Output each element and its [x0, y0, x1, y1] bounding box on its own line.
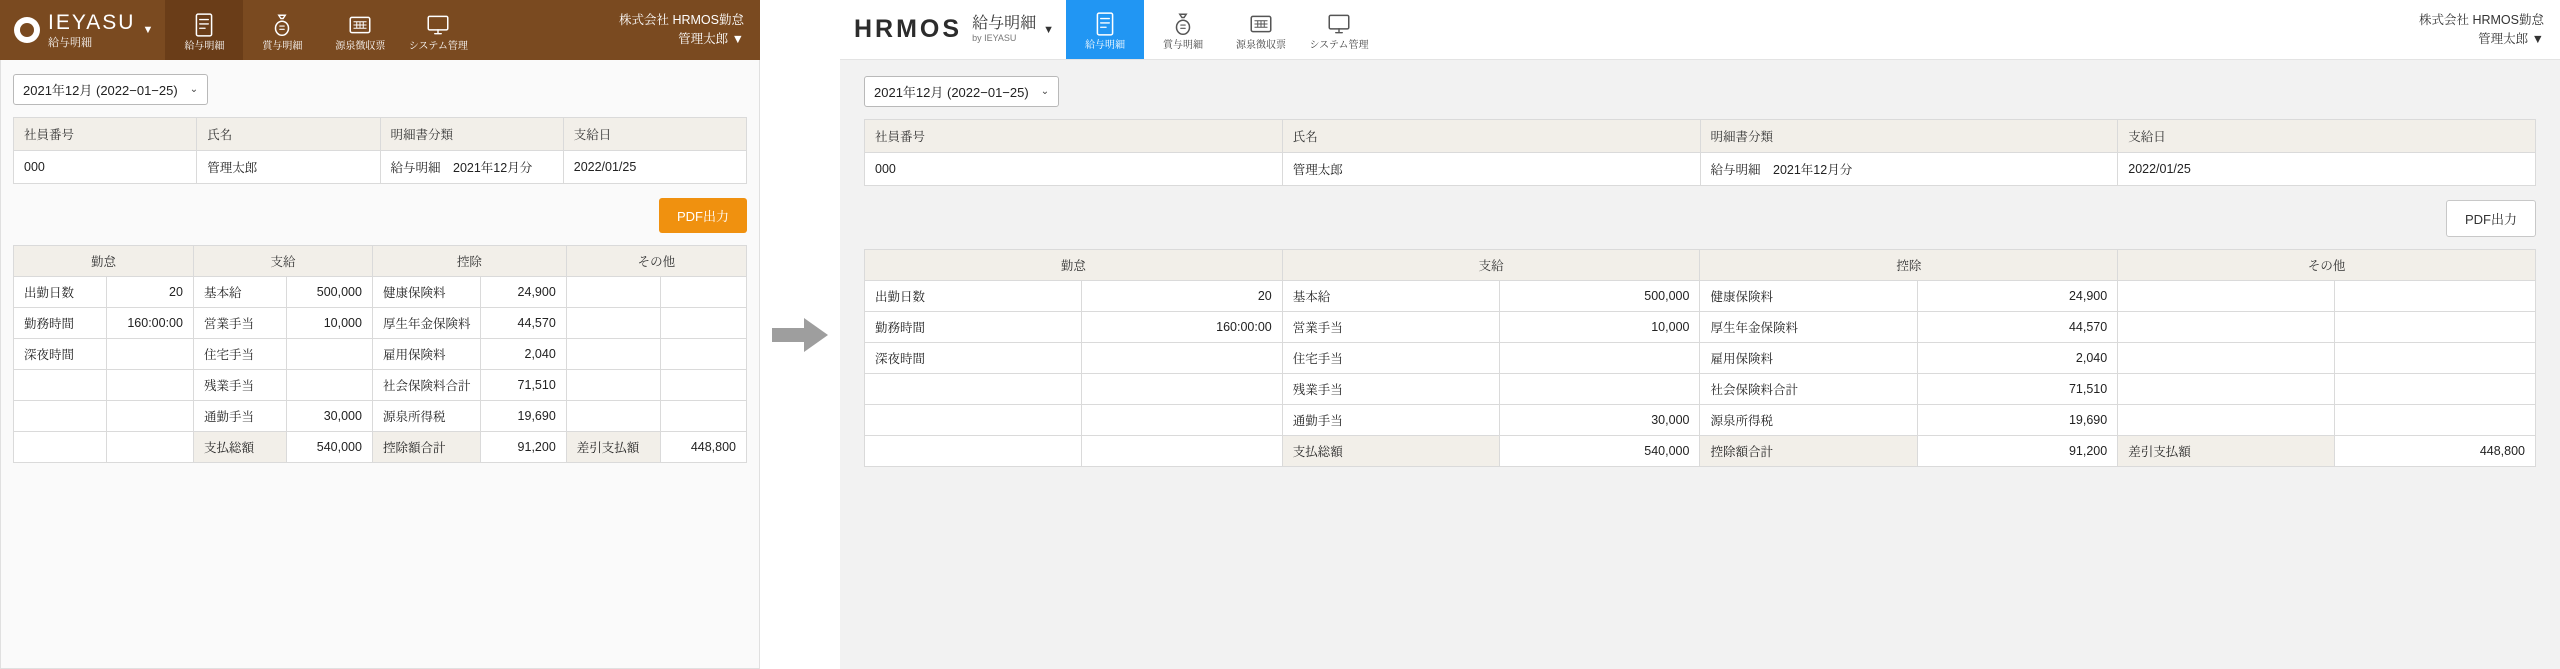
- cell-attendance-value: [107, 432, 194, 463]
- bonus-icon: [269, 12, 295, 38]
- nav-label: 源泉徴収票: [335, 40, 386, 52]
- content-filler: [864, 467, 2536, 527]
- cell-attendance-label: [14, 432, 107, 463]
- arrow-right-icon: [772, 318, 828, 352]
- cell-total-payment-value: 540,000: [287, 432, 373, 463]
- cell-attendance-value: 160:00:00: [107, 308, 194, 339]
- cell-payment-value: 500,000: [287, 277, 373, 308]
- cell-total-deduction-value: 91,200: [1917, 436, 2118, 467]
- table-row: [865, 312, 2536, 343]
- table-row: [14, 151, 747, 184]
- cell-other-label: [566, 370, 660, 401]
- brand-subtitle: 給与明細: [48, 37, 92, 49]
- cell-attendance-value: [107, 370, 194, 401]
- brand-subtitle: 給与明細: [972, 14, 1037, 32]
- brand-left[interactable]: [0, 0, 165, 60]
- cell-payment-label: 通勤手当: [1282, 405, 1499, 436]
- cell-employee-no: 000: [865, 153, 1283, 186]
- cell-payment-label: 住宅手当: [1282, 343, 1499, 374]
- cell-payment-label: 通勤手当: [193, 401, 286, 432]
- employee-table-right: [864, 119, 2536, 186]
- cell-deduction-label: 源泉所得税: [372, 401, 481, 432]
- cell-deduction-label: 健康保険料: [1700, 281, 1917, 312]
- bonus-icon: [1170, 11, 1196, 37]
- nav-label: 給与明細: [184, 40, 225, 52]
- cell-other-label: [566, 308, 660, 339]
- cell-payment-value: 500,000: [1499, 281, 1700, 312]
- nav-item-withholding[interactable]: [321, 0, 399, 60]
- nav-label: システム管理: [1309, 40, 1369, 51]
- brand-right[interactable]: [840, 0, 1066, 59]
- cell-other-value: [2335, 281, 2536, 312]
- cell-other-label: [566, 401, 660, 432]
- app-header-left: [0, 0, 760, 60]
- th-name: 氏名: [1282, 120, 1700, 153]
- cell-attendance-label: 出勤日数: [14, 277, 107, 308]
- chevron-down-icon[interactable]: ▼: [142, 24, 154, 36]
- cell-payment-label: 残業手当: [1282, 374, 1499, 405]
- cell-attendance-value: [1082, 436, 1283, 467]
- table-row: [14, 308, 747, 339]
- cell-total-payment-label: 支払総額: [1282, 436, 1499, 467]
- system-admin-icon: [1326, 11, 1352, 37]
- main-nav-right: [1066, 0, 1378, 59]
- cell-other-value: [660, 277, 746, 308]
- pdf-row-right: [864, 200, 2536, 237]
- employee-table-left: [13, 117, 747, 184]
- user-name: 管理太郎: [2478, 31, 2529, 46]
- cell-attendance-label: 深夜時間: [14, 339, 107, 370]
- content-filler: [13, 463, 747, 523]
- cell-attendance-label: [865, 405, 1082, 436]
- cell-deduction-label: 社会保険料合計: [372, 370, 481, 401]
- cell-net-pay-label: 差引支払額: [566, 432, 660, 463]
- nav-item-system-admin[interactable]: [1300, 0, 1378, 59]
- user-menu-right[interactable]: [2419, 0, 2560, 59]
- cell-other-value: [2335, 374, 2536, 405]
- table-row: [865, 343, 2536, 374]
- period-select-right[interactable]: [864, 76, 1059, 107]
- ieyasu-logo-icon: [14, 17, 40, 43]
- cell-total-deduction-label: 控除額合計: [1700, 436, 1917, 467]
- cell-attendance-value: [1082, 405, 1283, 436]
- cell-other-value: [660, 401, 746, 432]
- cell-payment-label: 営業手当: [1282, 312, 1499, 343]
- cell-other-value: [660, 370, 746, 401]
- nav-item-withholding[interactable]: [1222, 0, 1300, 59]
- nav-label: 賞与明細: [1162, 40, 1203, 51]
- cell-payment-label: 営業手当: [193, 308, 286, 339]
- withholding-icon: [347, 12, 373, 38]
- company-name: 株式会社 HRMOS勤怠: [2418, 12, 2544, 27]
- th-payment-date: 支給日: [2118, 120, 2536, 153]
- cell-deduction-value: 24,900: [1917, 281, 2118, 312]
- cell-payment-label: 住宅手当: [193, 339, 286, 370]
- th-category: 明細書分類: [380, 118, 563, 151]
- table-row: [14, 339, 747, 370]
- cell-other-label: [2118, 343, 2335, 374]
- cell-deduction-label: 社会保険料合計: [1700, 374, 1917, 405]
- user-name: 管理太郎: [678, 32, 729, 46]
- cell-other-value: [2335, 405, 2536, 436]
- cell-attendance-value: [107, 339, 194, 370]
- cell-payment-label: 基本給: [193, 277, 286, 308]
- cell-payment-value: [1499, 374, 1700, 405]
- nav-label: 給与明細: [1084, 40, 1125, 51]
- app-header-right: [840, 0, 2560, 60]
- user-name-row: [2478, 30, 2544, 49]
- th-other: その他: [2118, 250, 2536, 281]
- th-name: 氏名: [197, 118, 380, 151]
- nav-item-bonus[interactable]: [243, 0, 321, 60]
- payslip-icon: [1092, 11, 1118, 37]
- cell-other-value: [660, 308, 746, 339]
- cell-attendance-label: 勤務時間: [865, 312, 1082, 343]
- detail-header-row: [14, 246, 747, 277]
- header-spacer: [477, 0, 619, 60]
- brand-name: HRMOS: [854, 14, 963, 43]
- nav-label: システム管理: [408, 40, 468, 52]
- table-row: [865, 374, 2536, 405]
- th-payment: 支給: [1282, 250, 1700, 281]
- cell-attendance-value: [1082, 374, 1283, 405]
- cell-payment-value: 10,000: [1499, 312, 1700, 343]
- cell-other-label: [2118, 374, 2335, 405]
- th-other: その他: [566, 246, 746, 277]
- cell-attendance-label: [14, 401, 107, 432]
- cell-payment-date: 2022/01/25: [563, 151, 746, 184]
- table-row: [865, 153, 2536, 186]
- nav-item-payslip[interactable]: [1066, 0, 1144, 59]
- chevron-down-icon[interactable]: ▼: [731, 32, 744, 46]
- cell-attendance-value: [1082, 343, 1283, 374]
- after-screen: [840, 0, 2560, 669]
- cell-deduction-value: 19,690: [1917, 405, 2118, 436]
- table-header-row: [865, 120, 2536, 153]
- chevron-down-icon: ⌄: [1040, 86, 1050, 97]
- cell-payment-label: 残業手当: [193, 370, 286, 401]
- cell-deduction-label: 雇用保険料: [372, 339, 481, 370]
- th-attendance: 勤怠: [865, 250, 1283, 281]
- payslip-detail-table-left: [13, 245, 747, 463]
- nav-label: 賞与明細: [262, 40, 303, 52]
- cell-attendance-label: [14, 370, 107, 401]
- nav-label: 源泉徴収票: [1235, 40, 1286, 51]
- cell-other-label: [2118, 281, 2335, 312]
- th-payment-date: 支給日: [563, 118, 746, 151]
- brand-name: IEYASU: [48, 10, 136, 34]
- cell-other-label: [566, 339, 660, 370]
- payslip-icon: [191, 12, 217, 38]
- cell-name: 管理太郎: [1282, 153, 1700, 186]
- cell-payment-value: 10,000: [287, 308, 373, 339]
- cell-name: 管理太郎: [197, 151, 380, 184]
- cell-other-value: [2335, 343, 2536, 374]
- table-row: [865, 405, 2536, 436]
- cell-attendance-value: 160:00:00: [1082, 312, 1283, 343]
- cell-category: 給与明細 2021年12月分: [380, 151, 563, 184]
- cell-deduction-value: 71,510: [481, 370, 566, 401]
- th-deduction: 控除: [1700, 250, 2118, 281]
- cell-other-label: [2118, 312, 2335, 343]
- table-row: [14, 277, 747, 308]
- header-spacer: [1378, 0, 2419, 59]
- transition-arrow-wrap: [760, 0, 840, 669]
- chevron-down-icon: ⌄: [189, 84, 199, 95]
- content-right: [840, 60, 2560, 669]
- cell-net-pay-value: 448,800: [2335, 436, 2536, 467]
- content-left: [0, 60, 760, 669]
- cell-attendance-value: [107, 401, 194, 432]
- cell-deduction-value: 2,040: [481, 339, 566, 370]
- cell-attendance-label: 勤務時間: [14, 308, 107, 339]
- before-screen: [0, 0, 760, 669]
- th-category: 明細書分類: [1700, 120, 2118, 153]
- period-select-left[interactable]: [13, 74, 208, 105]
- period-value: 2021年12月 (2022−01−25): [874, 85, 1029, 100]
- system-admin-icon: [425, 12, 451, 38]
- brand-byline: by IEYASU: [972, 33, 1017, 44]
- table-row-total: [14, 432, 747, 463]
- table-header-row: [14, 118, 747, 151]
- table-row-total: [865, 436, 2536, 467]
- cell-deduction-label: 厚生年金保険料: [1700, 312, 1917, 343]
- cell-payment-value: [287, 370, 373, 401]
- pdf-export-button[interactable]: PDF出力: [659, 198, 747, 233]
- cell-deduction-label: 源泉所得税: [1700, 405, 1917, 436]
- user-menu-left[interactable]: [619, 0, 760, 60]
- cell-employee-no: 000: [14, 151, 197, 184]
- cell-attendance-label: 深夜時間: [865, 343, 1082, 374]
- th-employee-no: 社員番号: [14, 118, 197, 151]
- cell-net-pay-value: 448,800: [660, 432, 746, 463]
- cell-other-label: [2118, 405, 2335, 436]
- payslip-detail-table-right: [864, 249, 2536, 467]
- cell-attendance-label: [865, 436, 1082, 467]
- nav-item-system-admin[interactable]: [399, 0, 477, 60]
- pdf-row-left: [13, 198, 747, 233]
- table-row: [865, 281, 2536, 312]
- period-value: 2021年12月 (2022−01−25): [23, 83, 178, 98]
- user-name-row: [678, 30, 744, 49]
- table-row: [14, 401, 747, 432]
- withholding-icon: [1248, 11, 1274, 37]
- cell-deduction-value: 19,690: [481, 401, 566, 432]
- cell-payment-label: 基本給: [1282, 281, 1499, 312]
- cell-attendance-value: 20: [1082, 281, 1283, 312]
- table-row: [14, 370, 747, 401]
- cell-attendance-label: 出勤日数: [865, 281, 1082, 312]
- cell-total-deduction-value: 91,200: [481, 432, 566, 463]
- th-payment: 支給: [193, 246, 372, 277]
- cell-payment-value: 30,000: [287, 401, 373, 432]
- cell-total-deduction-label: 控除額合計: [372, 432, 481, 463]
- cell-deduction-value: 2,040: [1917, 343, 2118, 374]
- cell-payment-date: 2022/01/25: [2118, 153, 2536, 186]
- cell-attendance-label: [865, 374, 1082, 405]
- th-deduction: 控除: [372, 246, 566, 277]
- cell-payment-value: [1499, 343, 1700, 374]
- cell-deduction-value: 24,900: [481, 277, 566, 308]
- nav-item-payslip[interactable]: [165, 0, 243, 60]
- cell-other-label: [566, 277, 660, 308]
- cell-other-value: [660, 339, 746, 370]
- cell-total-payment-value: 540,000: [1499, 436, 1700, 467]
- th-attendance: 勤怠: [14, 246, 194, 277]
- cell-total-payment-label: 支払総額: [193, 432, 286, 463]
- cell-deduction-value: 44,570: [481, 308, 566, 339]
- company-name: 株式会社 HRMOS勤怠: [618, 13, 744, 28]
- cell-deduction-label: 雇用保険料: [1700, 343, 1917, 374]
- pdf-export-button[interactable]: PDF出力: [2446, 200, 2536, 237]
- nav-item-bonus[interactable]: [1144, 0, 1222, 59]
- cell-payment-value: [287, 339, 373, 370]
- cell-other-value: [2335, 312, 2536, 343]
- cell-attendance-value: 20: [107, 277, 194, 308]
- cell-category: 給与明細 2021年12月分: [1700, 153, 2118, 186]
- detail-header-row: [865, 250, 2536, 281]
- main-nav-left: [165, 0, 477, 60]
- cell-deduction-label: 健康保険料: [372, 277, 481, 308]
- cell-net-pay-label: 差引支払額: [2118, 436, 2335, 467]
- cell-payment-value: 30,000: [1499, 405, 1700, 436]
- chevron-down-icon[interactable]: ▼: [1043, 23, 1054, 36]
- chevron-down-icon[interactable]: ▼: [2531, 31, 2544, 46]
- cell-deduction-value: 44,570: [1917, 312, 2118, 343]
- th-employee-no: 社員番号: [865, 120, 1283, 153]
- cell-deduction-value: 71,510: [1917, 374, 2118, 405]
- cell-deduction-label: 厚生年金保険料: [372, 308, 481, 339]
